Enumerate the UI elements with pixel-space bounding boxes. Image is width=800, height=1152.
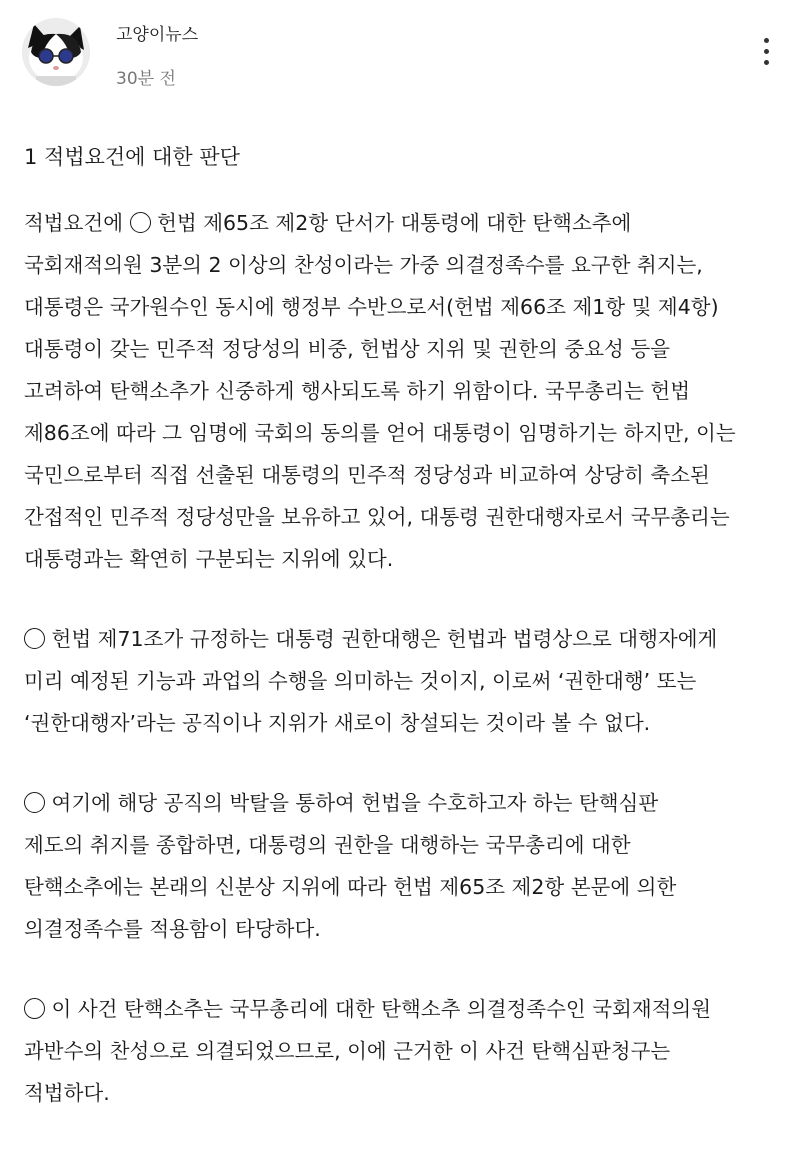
section-heading: 1 적법요건에 대한 판단 — [24, 145, 240, 169]
circle-bullet-icon — [24, 998, 45, 1019]
text-line: ‘권한대행자’라는 공직이나 지위가 새로이 창설되는 것이라 볼 수 없다. — [24, 711, 651, 735]
author-avatar[interactable] — [22, 18, 90, 86]
post-header — [0, 0, 800, 110]
text-line: 대통령은 국가원수인 동시에 행정부 수반으로서(헌법 제66조 제1항 및 제4항) — [24, 295, 719, 319]
text-line: 미리 예정된 기능과 과업의 수행을 의미하는 것이지, 이로써 ‘권한대행’ 또는 — [24, 669, 697, 693]
text-segment: 헌법 제71조가 규정하는 대통령 권한대행은 헌법과 법령상으로 대행자에게 — [51, 627, 718, 651]
paragraph-3 — [24, 782, 776, 950]
text-line — [24, 988, 776, 1030]
more-vertical-icon[interactable] — [752, 34, 780, 74]
text-line: 적법하다. — [24, 1081, 110, 1105]
text-line: 국민으로부터 직접 선출된 대통령의 민주적 정당성과 비교하여 상당히 축소된 — [24, 463, 710, 487]
text-line: 고려하여 탄핵소추가 신중하게 행사되도록 하기 위함이다. 국무총리는 헌법 — [24, 379, 691, 403]
post-body — [24, 124, 776, 1152]
text-line: 대통령이 갖는 민주적 정당성의 비중, 헌법상 지위 및 권한의 중요성 등을 — [24, 337, 670, 361]
text-line — [24, 202, 776, 244]
paragraph-1 — [24, 202, 776, 580]
text-line: 국회재적의원 3분의 2 이상의 찬성이라는 가중 의결정족수를 요구한 취지는, — [24, 253, 703, 277]
circle-bullet-icon — [130, 212, 151, 233]
text-line — [24, 618, 776, 660]
paragraph-2 — [24, 618, 776, 744]
text-segment: 적법요건에 — [24, 211, 124, 235]
text-line: 의결정족수를 적용함이 타당하다. — [24, 917, 321, 941]
text-line: 제86조에 따라 그 임명에 국회의 동의를 얻어 대통령이 임명하기는 하지만, 이는 — [24, 421, 736, 445]
text-segment: 헌법 제65조 제2항 단서가 대통령에 대한 탄핵소추에 — [157, 211, 632, 235]
text-line: 간접적인 민주적 정당성만을 보유하고 있어, 대통령 권한대행자로서 국무총리는 — [24, 505, 730, 529]
post-timestamp: 30분 전 — [116, 69, 176, 89]
circle-bullet-icon — [24, 628, 45, 649]
author-name[interactable]: 고양이뉴스 — [116, 25, 199, 45]
text-line — [24, 782, 776, 824]
text-segment: 여기에 해당 공직의 박탈을 통하여 헌법을 수호하고자 하는 탄핵심판 — [51, 791, 659, 815]
text-segment: 이 사건 탄핵소추는 국무총리에 대한 탄핵소추 의결정족수인 국회재적의원 — [51, 997, 712, 1021]
text-line: 대통령과는 확연히 구분되는 지위에 있다. — [24, 547, 394, 571]
text-line: 과반수의 찬성으로 의결되었으므로, 이에 근거한 이 사건 탄핵심판청구는 — [24, 1039, 671, 1063]
paragraph-4 — [24, 988, 776, 1114]
circle-bullet-icon — [24, 792, 45, 813]
text-line: 탄핵소추에는 본래의 신분상 지위에 따라 헌법 제65조 제2항 본문에 의한 — [24, 875, 677, 899]
text-line: 제도의 취지를 종합하면, 대통령의 권한을 대행하는 국무총리에 대한 — [24, 833, 631, 857]
cat-with-sunglasses-avatar-icon — [22, 18, 90, 86]
